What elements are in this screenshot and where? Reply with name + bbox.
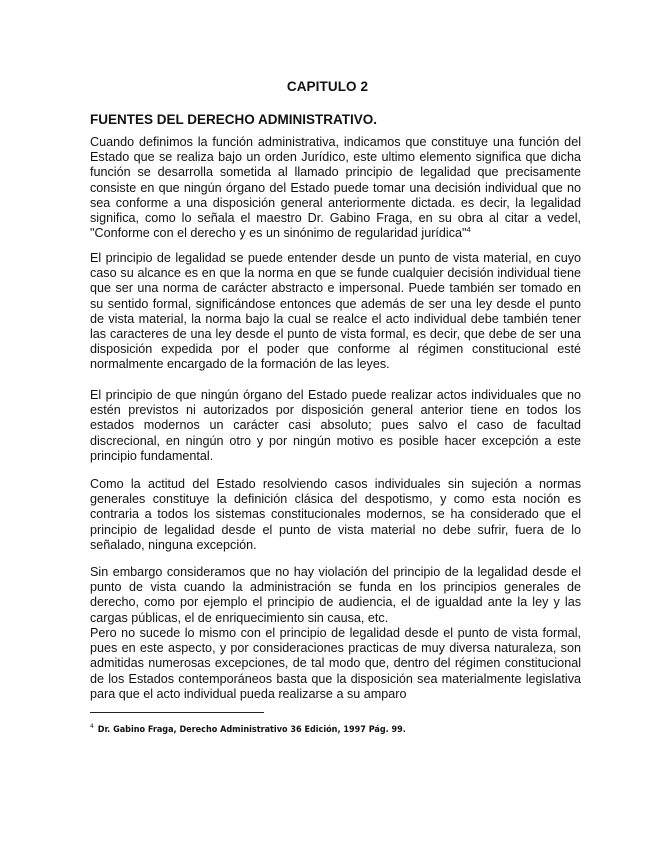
paragraph-5: Sin embargo consideramos que no hay violación del principio de la legalidad desde el punto de vista cuando la administración se funda en los principios generales de derecho, como por ejemplo el principio de audiencia, el de igualdad ante la ley y las cargas públicas, el de enriquecimiento sin causa, etc.: [90, 565, 581, 625]
chapter-title: CAPITULO 2: [286, 79, 369, 94]
footnote: [90, 722, 406, 735]
paragraph-4: Como la actitud del Estado resolviendo casos individuales sin sujeción a normas generales constituye la definición clásica del despotismo, y como esta noción es contraria a todos los sistemas constitucionales modernos, se ha considerado que el principio de legalidad desde el punto de vista material no debe sufrir, fuera de lo señalado, ninguna excepción.: [90, 477, 581, 552]
paragraph-3: El principio de que ningún órgano del Estado puede realizar actos individuales que no estén previstos ni autorizados por disposición general anterior tiene en todos los estados modernos un carácter casi absoluto; pues salvo el caso de facultad discrecional, en ningún otro y por ningún motivo es posible hacer excepción a este principio fundamental.: [90, 388, 581, 463]
paragraph-1-text: Cuando definimos la función administrativa, indicamos que constituye una función del Estado que se realiza bajo un orden Jurídico, este ultimo elemento significa que dicha función se desarrolla sometida al llamado principio de legalidad que precisamente consiste en que ningún órgano del Estado puede tomar una decisión individual que no sea conforme a una disposición general anteriormente dictada. es decir, la legalidad significa, como lo señala el maestro Dr. Gabino Fraga, en su obra al citar a vedel, "Conforme con el derecho y es un sinónimo de regularidad jurídica": [90, 135, 581, 241]
paragraph-1: [90, 135, 581, 241]
footnote-number: 4: [90, 722, 94, 730]
paragraph-2: El principio de legalidad se puede entender desde un punto de vista material, en cuyo caso su alcance es en que la norma en que se funde cualquier decisión individual tiene que ser una norma de carácter abstracto e impersonal. Puede también ser tomado en su sentido formal, significándose entonces que además de ser una ley desde el punto de vista material, la norma bajo la cual se realce el acto individual debe también tener las caracteres de una ley desde el punto de vista formal, es decir, que debe de ser una disposición expedida por el poder que conforme al régimen constitucional esté normalmente encargado de la formación de las leyes.: [90, 251, 581, 372]
footnote-reference: 4: [466, 225, 471, 235]
footnote-divider: [90, 712, 264, 713]
section-title: FUENTES DEL DERECHO ADMINISTRATIVO.: [90, 112, 378, 127]
paragraph-6: Pero no sucede lo mismo con el principio de legalidad desde el punto de vista formal, pues en este aspecto, y por consideraciones practicas de muy diversa naturaleza, son admitidas numerosas excepciones, de tal modo que, dentro del régimen constitucional de los Estados contemporáneos basta que la disposición sea materialmente legislativa para que el acto individual pueda realizarse a su amparo: [90, 626, 581, 701]
footnote-text: Dr. Gabino Fraga, Derecho Administrativo 36 Edición, 1997 Pág. 99.: [97, 725, 406, 735]
